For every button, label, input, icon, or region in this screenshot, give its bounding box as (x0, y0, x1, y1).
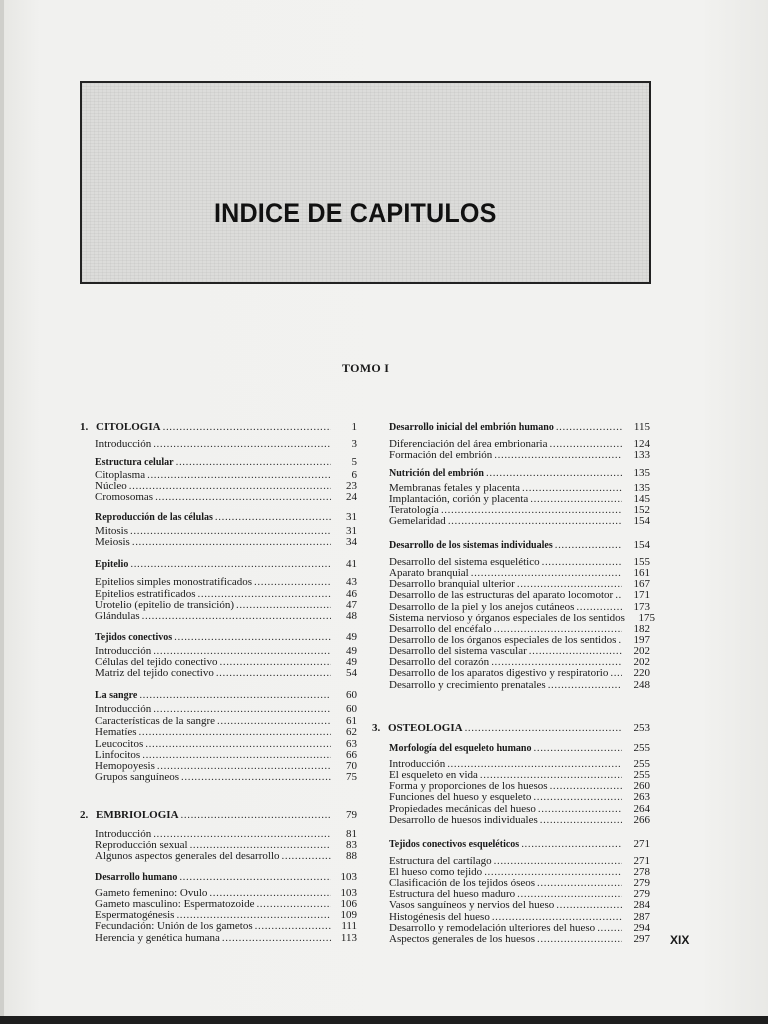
toc-page-number: 133 (633, 449, 650, 461)
toc-label-text: Desarrollo de la piel y los anejos cutáneos (389, 601, 575, 613)
toc-page-number: 88 (346, 850, 357, 862)
toc-page-number: 46 (346, 588, 357, 600)
toc-label (95, 536, 130, 548)
toc-section-row (95, 558, 357, 571)
toc-page-number: 173 (633, 601, 650, 613)
toc-label-text: Desarrollo inicial del embrión humano (389, 422, 554, 433)
toc-page-number: 41 (346, 558, 357, 570)
toc-label-text: Desarrollo de los órganos especiales de los sentidos (389, 634, 617, 646)
toc-page-number: 48 (346, 610, 357, 622)
toc-entry-row (389, 791, 650, 803)
toc-page-number: 266 (633, 814, 650, 826)
toc-label-text: Morfología del esqueleto humano (389, 743, 532, 754)
toc-label-text: Citoplasma (95, 469, 146, 481)
toc-page-number: 31 (346, 511, 357, 523)
toc-label (389, 791, 531, 803)
toc-label-text: Tejidos conectivos esqueléticos (389, 839, 520, 850)
dot-leader (494, 449, 622, 461)
toc-label-text: Epitelios estratificados (95, 588, 196, 600)
toc-page-number: 171 (633, 589, 650, 601)
toc-label-text: Gameto femenino: Ovulo (95, 887, 208, 899)
page-number: XIX (670, 933, 690, 947)
chapter-number: 2. (80, 809, 89, 821)
toc-label (80, 809, 179, 821)
toc-label (389, 899, 554, 911)
toc-label-text: Herencia y genética humana (95, 932, 220, 944)
toc-label-text: Estructura celular (95, 457, 174, 468)
toc-section-row (389, 421, 650, 434)
toc-label-text: Propiedades mecánicas del hueso (389, 803, 536, 815)
toc-section-row (389, 838, 650, 851)
toc-page-number: 278 (633, 866, 650, 878)
toc-page-number: 23 (346, 480, 357, 492)
toc-entry-row (95, 576, 357, 588)
toc-page-number: 124 (633, 438, 650, 450)
toc-label-text: Desarrollo de los sistemas individuales (389, 540, 553, 551)
scan-bottom-edge (0, 1016, 768, 1024)
toc-label-text: Gameto masculino: Espermatozoide (95, 898, 255, 910)
chapter-number: 3. (372, 722, 381, 734)
toc-label-text: Epitelio (95, 559, 129, 570)
toc-label (389, 839, 519, 851)
toc-entry-row (95, 932, 357, 944)
toc-label (95, 667, 214, 679)
toc-label-text: Vasos sanguíneos y nervios del hueso (389, 899, 555, 911)
toc-entry-row (389, 589, 650, 601)
toc-page-number: 287 (633, 911, 650, 923)
toc-label-text: Clasificación de los tejidos óseos (389, 877, 536, 889)
toc-page-number: 106 (340, 898, 357, 910)
toc-page-number: 103 (340, 871, 357, 883)
toc-label-text: Núcleo (95, 480, 127, 492)
toc-label-text: Meiosis (95, 536, 130, 548)
toc-page-number: 202 (633, 656, 650, 668)
toc-label-text: Desarrollo del sistema vascular (389, 645, 527, 657)
dot-leader (555, 539, 622, 551)
toc-page-number: 6 (351, 469, 357, 481)
dot-leader (610, 667, 622, 679)
toc-page-number: 279 (633, 888, 650, 900)
toc-page-number: 253 (633, 722, 650, 734)
toc-page-number: 63 (346, 738, 357, 750)
toc-label-text: OSTEOLOGIA (388, 722, 463, 734)
toc-label (95, 632, 172, 644)
toc-page-number: 155 (633, 556, 650, 568)
dot-leader (139, 689, 331, 701)
toc-label (95, 850, 280, 862)
toc-section-row (389, 539, 650, 552)
toc-label (95, 512, 213, 524)
toc-label-text: Desarrollo y remodelación ulteriores del hueso (389, 922, 596, 934)
toc-label (95, 610, 140, 622)
toc-label-text: Sistema nervioso y órganos especiales de los sentidos (389, 612, 625, 624)
toc-label-text: Reproducción sexual (95, 839, 188, 851)
dot-leader (448, 515, 622, 527)
chapter-number: 1. (80, 421, 89, 433)
dot-leader (540, 814, 622, 826)
toc-section-row (95, 456, 357, 469)
toc-label-text: Membranas fetales y placenta (389, 482, 521, 494)
toc-section-row (389, 742, 650, 755)
toc-page-number: 284 (633, 899, 650, 911)
dot-leader (216, 667, 331, 679)
dot-leader (556, 421, 622, 433)
toc-label-text: Leucocitos (95, 738, 144, 750)
toc-page-number: 54 (346, 667, 357, 679)
toc-page-number: 81 (346, 828, 357, 840)
dot-leader (615, 589, 622, 601)
toc-chapter-row (372, 722, 650, 734)
toc-label-text: Introducción (95, 645, 152, 657)
toc-page-number: 47 (346, 599, 357, 611)
toc-label (95, 438, 151, 450)
toc-label-text: Espermatogénesis (95, 909, 175, 921)
toc-page-number: 24 (346, 491, 357, 503)
toc-page-number: 135 (633, 482, 650, 494)
toc-entry-row (95, 438, 357, 450)
toc-label-text: Algunos aspectos generales del desarrollo (95, 850, 280, 862)
toc-label (95, 690, 137, 702)
toc-label-text: Desarrollo de huesos individuales (389, 814, 538, 826)
toc-label (389, 743, 532, 755)
toc-page-number: 255 (633, 758, 650, 770)
dot-leader (486, 467, 622, 479)
toc-label-text: Introducción (95, 703, 152, 715)
toc-page-number: 152 (633, 504, 650, 516)
toc-entry-row (389, 814, 650, 826)
dot-leader (181, 771, 331, 783)
toc-entry-row (389, 933, 650, 945)
toc-label-text: Introducción (95, 438, 152, 450)
toc-page-number: 66 (346, 749, 357, 761)
toc-label (389, 540, 553, 552)
toc-label-text: Células del tejido conectivo (95, 656, 218, 668)
toc-label-text: Gemelaridad (389, 515, 446, 527)
toc-entry-row (95, 491, 357, 503)
toc-label-text: Desarrollo de las estructuras del aparato locomotor (389, 589, 614, 601)
dot-leader (174, 631, 331, 643)
toc-label-text: Introducción (95, 828, 152, 840)
toc-label-text: Epitelios simples monostratificados (95, 576, 253, 588)
toc-page-number: 294 (633, 922, 650, 934)
toc-label-text: Hemopoyesis (95, 760, 155, 772)
toc-page-number: 260 (633, 780, 650, 792)
toc-label (95, 872, 177, 884)
toc-label (372, 722, 463, 734)
toc-label-text: Linfocitos (95, 749, 141, 761)
toc-label-text: Estructura del hueso maduro (389, 888, 516, 900)
toc-label-text: El esqueleto en vida (389, 769, 478, 781)
toc-page-number: 61 (346, 715, 357, 727)
toc-label (95, 491, 153, 503)
toc-label (95, 932, 220, 944)
toc-label-text: Histogénesis del hueso (389, 911, 490, 923)
toc-page-number: 264 (633, 803, 650, 815)
toc-entry-row (95, 726, 357, 738)
dot-leader (130, 558, 331, 570)
dot-leader (254, 576, 331, 588)
toc-page-number: 109 (340, 909, 357, 921)
dot-leader (181, 809, 331, 821)
toc-page-number: 49 (346, 631, 357, 643)
toc-page-number: 83 (346, 839, 357, 851)
toc-label-text: Matriz del tejido conectivo (95, 667, 214, 679)
dot-leader (176, 456, 331, 468)
toc-label-text: Nutrición del embrión (389, 468, 484, 479)
toc-entry-row (389, 515, 650, 527)
page-left-edge (0, 0, 4, 1024)
toc-section-row (95, 689, 357, 702)
toc-page-number: 154 (633, 515, 650, 527)
toc-page-number: 255 (633, 742, 650, 754)
toc-label (389, 589, 613, 601)
toc-label (95, 703, 151, 715)
toc-entry-row (95, 771, 357, 783)
dot-leader (533, 791, 622, 803)
toc-label-text: Desarrollo del encéfalo (389, 623, 492, 635)
toc-label-text: Reproducción de las células (95, 512, 213, 523)
toc-entry-row (389, 899, 650, 911)
title-box (80, 81, 651, 284)
toc-entry-row (95, 850, 357, 862)
toc-page-number: 279 (633, 877, 650, 889)
toc-label-text: Desarrollo branquial ulterior (389, 578, 515, 590)
toc-label-text: Estructura del cartílago (389, 855, 492, 867)
toc-label (95, 576, 252, 588)
toc-label-text: Funciones del hueso y esqueleto (389, 791, 532, 803)
toc-label-text: Aspectos generales de los huesos (389, 933, 536, 945)
toc-page-number: 113 (340, 932, 357, 944)
toc-label-text: Forma y proporciones de los huesos (389, 780, 548, 792)
dot-leader (153, 438, 331, 450)
dot-leader (142, 610, 331, 622)
dot-leader (548, 679, 622, 691)
toc-page-number: 3 (351, 438, 357, 450)
toc-entry-row (389, 667, 650, 679)
toc-label (95, 771, 179, 783)
toc-entry-row (95, 703, 357, 715)
toc-label (389, 449, 492, 461)
toc-page-number: 1 (351, 421, 357, 433)
dot-leader (179, 871, 331, 883)
toc-label-text: Desarrollo y crecimiento prenatales (389, 679, 546, 691)
toc-label (95, 559, 128, 571)
toc-label (389, 933, 535, 945)
toc-label (95, 726, 137, 738)
toc-page-number: 111 (341, 920, 357, 932)
toc-label (389, 468, 484, 480)
dot-leader (153, 703, 331, 715)
volume-label: TOMO I (342, 361, 390, 375)
toc-page-number: 49 (346, 645, 357, 657)
toc-entry-row (389, 679, 650, 691)
toc-label-text: Introducción (389, 758, 446, 770)
toc-entry-row (95, 536, 357, 548)
dot-leader (139, 726, 331, 738)
toc-label-text: Formación del embrión (389, 449, 493, 461)
dot-leader (132, 536, 331, 548)
toc-page-number: 70 (346, 760, 357, 772)
toc-chapter-row (80, 809, 357, 821)
toc-entry-row (95, 667, 357, 679)
toc-label (80, 421, 161, 433)
toc-label (389, 679, 546, 691)
toc-page-number: 263 (633, 791, 650, 803)
toc-label (95, 457, 174, 469)
toc-label-text: Aparato branquial (389, 567, 469, 579)
toc-label-text: Glándulas (95, 610, 140, 622)
toc-page-number: 220 (633, 667, 650, 679)
toc-page-number: 49 (346, 656, 357, 668)
toc-entry-row (389, 449, 650, 461)
toc-page-number: 31 (346, 525, 357, 537)
dot-leader (255, 920, 331, 932)
toc-page-number: 60 (346, 703, 357, 715)
toc-page-number: 182 (633, 623, 650, 635)
toc-page-number: 175 (638, 612, 655, 624)
toc-page-number: 161 (633, 567, 650, 579)
toc-section-row (95, 631, 357, 644)
toc-section-row (389, 467, 650, 480)
page-title: INDICE DE CAPITULOS (214, 198, 497, 228)
toc-page-number: 271 (633, 855, 650, 867)
dot-leader (537, 933, 622, 945)
toc-label-text: La sangre (95, 690, 138, 701)
toc-label-text: Hematíes (95, 726, 137, 738)
toc-page-number: 115 (633, 421, 650, 433)
toc-page-number: 154 (633, 539, 650, 551)
toc-label-text: Diferenciación del área embrionaria (389, 438, 548, 450)
toc-page-number: 5 (351, 456, 357, 468)
toc-page-number: 75 (346, 771, 357, 783)
toc-label-text: CITOLOGIA (96, 421, 161, 433)
toc-label-text: Desarrollo del sistema esquelético (389, 556, 540, 568)
toc-page-number: 43 (346, 576, 357, 588)
toc-page-number: 60 (346, 689, 357, 701)
toc-label-text: Mitosis (95, 525, 129, 537)
toc-section-row (95, 511, 357, 524)
toc-label (389, 667, 608, 679)
dot-leader (556, 899, 622, 911)
toc-label (389, 515, 446, 527)
toc-label-text: Desarrollo humano (95, 872, 178, 883)
toc-page-number: 297 (633, 933, 650, 945)
toc-entry-row (95, 920, 357, 932)
dot-leader (222, 932, 331, 944)
toc-page-number: 62 (346, 726, 357, 738)
toc-label-text: Tejidos conectivos (95, 632, 173, 643)
toc-chapter-row (80, 421, 357, 433)
toc-label (95, 920, 253, 932)
toc-page-number: 135 (633, 467, 650, 479)
toc-label (389, 814, 538, 826)
toc-label-text: Implantación, corión y placenta (389, 493, 529, 505)
toc-page-number: 34 (346, 536, 357, 548)
dot-leader (521, 838, 622, 850)
dot-leader (534, 742, 623, 754)
dot-leader (465, 722, 622, 734)
toc-label-text: Fecundación: Unión de los gametos (95, 920, 253, 932)
toc-label-text: Grupos sanguíneos (95, 771, 180, 783)
toc-label-text: Cromosomas (95, 491, 154, 503)
toc-page-number: 248 (633, 679, 650, 691)
dot-leader (282, 850, 332, 862)
toc-section-row (95, 871, 357, 884)
toc-label (389, 422, 554, 434)
toc-page-number: 145 (633, 493, 650, 505)
toc-label-text: Desarrollo del corazón (389, 656, 490, 668)
toc-label-text: Teratología (389, 504, 439, 516)
dot-leader (215, 511, 331, 523)
toc-page-number: 197 (633, 634, 650, 646)
toc-page-number: 103 (340, 887, 357, 899)
toc-label-text: EMBRIOLOGIA (96, 809, 179, 821)
toc-page-number: 167 (633, 578, 650, 590)
toc-label-text: Desarrollo de los aparatos digestivo y respiratorio (389, 667, 609, 679)
toc-page-number: 255 (633, 769, 650, 781)
toc-label-text: Características de la sangre (95, 715, 216, 727)
dot-leader (163, 421, 331, 433)
toc-entry-row (95, 610, 357, 622)
toc-page-number: 271 (633, 838, 650, 850)
dot-leader (155, 491, 331, 503)
toc-page-number: 202 (633, 645, 650, 657)
toc-label-text: El hueso como tejido (389, 866, 483, 878)
toc-page-number: 79 (346, 809, 357, 821)
toc-label-text: Urotelio (epitelio de transición) (95, 599, 234, 611)
